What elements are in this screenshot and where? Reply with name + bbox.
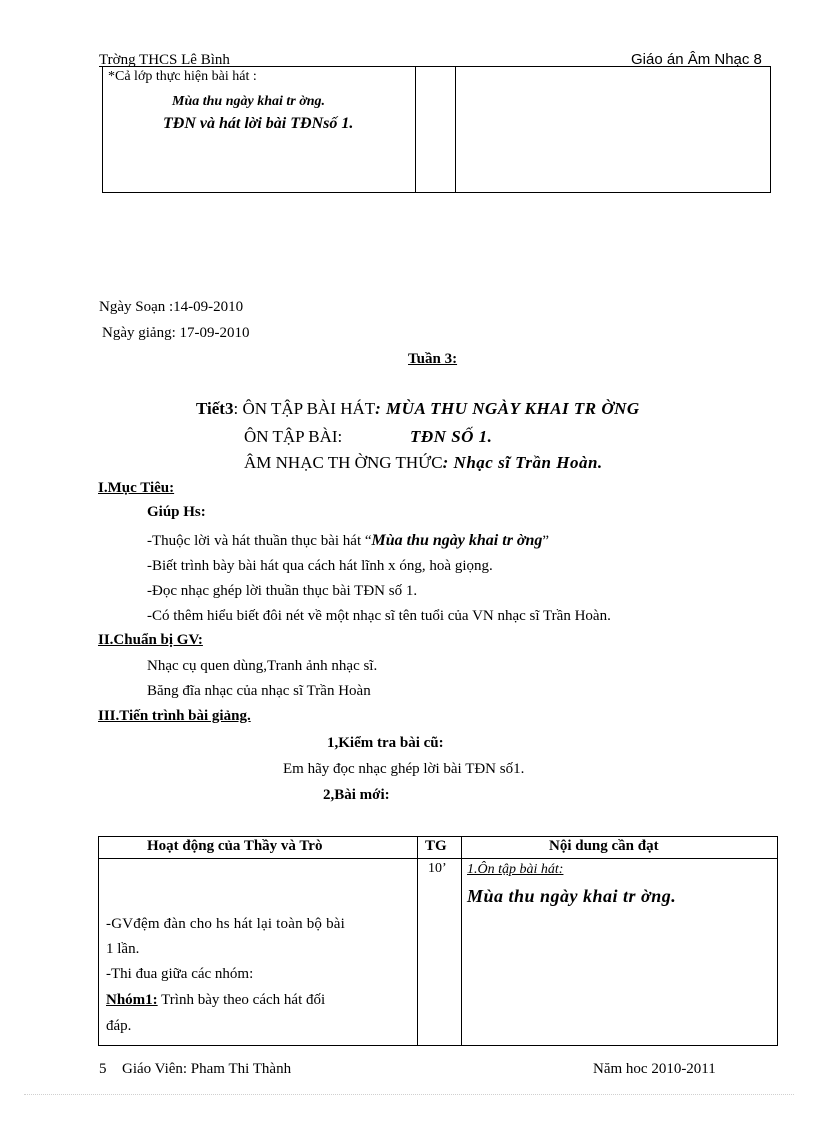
section1-item2: -Biết trình bày bài hát qua cách hát lĩnh x óng, hoà giọng.: [147, 558, 493, 574]
section3-step1-text: Em hãy đọc nhạc ghép lời bài TĐN số1.: [283, 761, 525, 777]
main-table-content-title: Mùa thu ngày khai tr ờng.: [467, 886, 677, 906]
top-table-divider-2: [455, 66, 456, 193]
main-table-act3: [106, 992, 325, 1009]
main-table-header-time: TG: [425, 838, 447, 854]
main-table-content-heading: 1.Ôn tập bài hát:: [467, 862, 564, 877]
top-table-line1: *Cả lớp thực hiện bài hát :: [108, 69, 257, 84]
section3-heading: III.Tiến trình bài giảng.: [98, 708, 251, 724]
section2-item1: Nhạc cụ quen dùng,Tranh ảnh nhạc sĩ.: [147, 658, 378, 674]
top-table-line3: TĐN và hát lời bài TĐNsố 1.: [163, 115, 354, 132]
footer-page-number: 5: [99, 1061, 107, 1077]
section1-heading: I.Mục Tiêu:: [98, 480, 175, 496]
top-table-divider-1: [415, 66, 416, 193]
lesson-line3-title: : Nhạc sĩ Trần Hoàn.: [442, 453, 603, 472]
main-table-act1: -GVđệm đàn cho hs hát lại toàn bộ bài: [106, 916, 346, 932]
header-subject: Giáo án Âm Nhạc 8: [631, 51, 762, 68]
main-table-act3b: đáp.: [106, 1018, 132, 1034]
section1-item1-title: Mùa thu ngày khai tr ờng: [371, 532, 543, 549]
main-table-header-content: Nội dung cần đạt: [549, 838, 659, 854]
main-table-act3-text: Trình bày theo cách hát đối: [157, 992, 326, 1008]
main-table-header-rule: [98, 858, 778, 859]
section1-item1-suffix: ”: [542, 533, 550, 549]
section3-step1: 1,Kiểm tra bài cũ:: [327, 735, 444, 751]
footer-teacher: Giáo Viên: Pham Thi Thành: [122, 1061, 292, 1077]
lesson-line1-label: : ÔN TẬP BÀI HÁT: [233, 399, 376, 418]
main-table-time: 10’: [428, 861, 447, 876]
main-table-header-activity: Hoạt động của Thầy và Trò: [147, 838, 323, 854]
footer-year: Năm hoc 2010-2011: [593, 1061, 716, 1077]
section1-item1: [147, 532, 549, 550]
section3-step2: 2,Bài mới:: [323, 787, 390, 803]
week-title: Tuần 3:: [408, 351, 458, 367]
section1-item1-prefix: -Thuộc lời và hát thuần thục bài hát “: [147, 533, 372, 549]
top-table-song-title: Mùa thu ngày khai tr ờng.: [172, 94, 326, 109]
page-bottom-divider: [24, 1094, 794, 1095]
main-table-act3-label: Nhóm1:: [106, 992, 158, 1008]
main-table-col-divider-2: [461, 836, 462, 1046]
section1-item4: -Có thêm hiểu biết đôi nét về một nhạc sĩ tên tuổi của VN nhạc sĩ Trần Hoàn.: [147, 608, 611, 624]
section1-item3: -Đọc nhạc ghép lời thuần thục bài TĐN số 1.: [147, 583, 418, 599]
date-prep: Ngày Soạn :14-09-2010: [99, 299, 244, 315]
main-table-act2: -Thi đua giữa các nhóm:: [106, 966, 254, 982]
lesson-line1: [196, 399, 640, 419]
section1-sub: Giúp Hs:: [147, 504, 206, 520]
date-teach: Ngày giảng: 17-09-2010: [102, 325, 250, 341]
main-table-col-divider-1: [417, 836, 418, 1046]
lesson-line2-title: TĐN SỐ 1.: [410, 427, 493, 446]
lesson-tiet: Tiết3: [196, 399, 234, 418]
main-table-act1b: 1 lần.: [106, 941, 140, 957]
section2-item2: Băng đĩa nhạc của nhạc sĩ Trần Hoàn: [147, 683, 371, 699]
lesson-line3: [244, 453, 603, 473]
lesson-line2-label: ÔN TẬP BÀI:: [244, 427, 343, 446]
section2-heading: II.Chuẩn bị GV:: [98, 632, 203, 648]
lesson-line1-title: : MÙA THU NGÀY KHAI TR ỜNG: [375, 399, 640, 418]
lesson-line3-label: ÂM NHẠC TH ỜNG THỨC: [244, 453, 443, 472]
header-school: Trờng THCS Lê Bình: [99, 52, 230, 68]
